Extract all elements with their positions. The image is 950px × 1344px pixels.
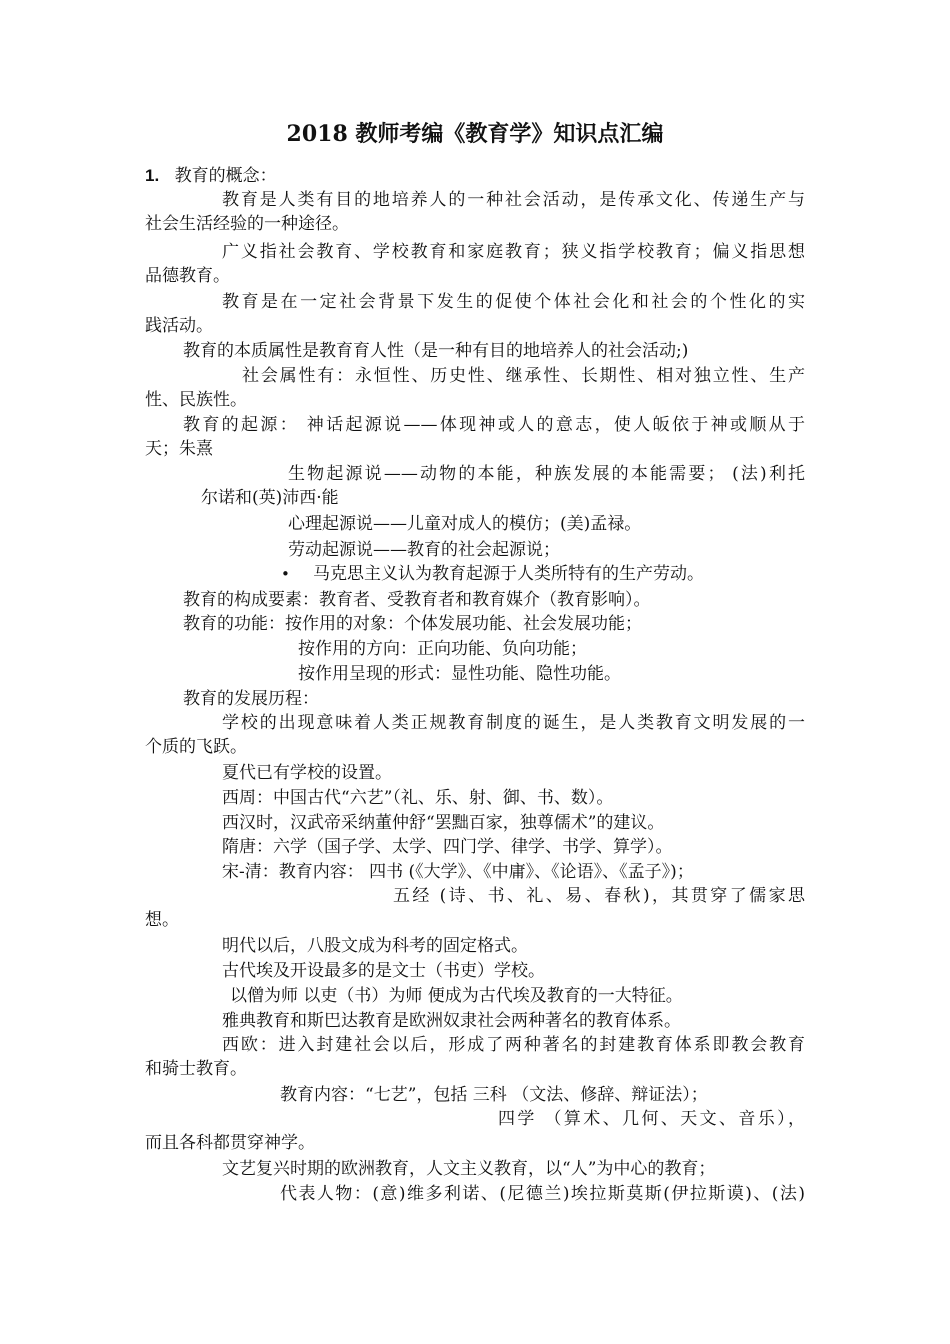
- text-line: 四学 （算术、几何、天文、音乐），: [498, 1109, 805, 1129]
- section-heading: [145, 164, 277, 188]
- text-line: 五经 (诗、书、礼、易、春秋)，其贯穿了儒家思: [393, 886, 805, 906]
- text-line: 西周：中国古代“六艺”（礼、乐、射、御、书、数）。: [222, 788, 614, 808]
- text-line: 西汉时，汉武帝采纳董仲舒“罢黜百家，独尊儒术”的建议。: [222, 813, 665, 833]
- text-line: 广义指社会教育、学校教育和家庭教育；狭义指学校教育；偏义指思想: [222, 242, 805, 262]
- text-line: 宋-清：教育内容： 四书 (《大学》、《中庸》、《论语》、《孟子》)；: [222, 862, 694, 882]
- text-line: 雅典教育和斯巴达教育是欧洲奴隶社会两种著名的教育体系。: [222, 1011, 681, 1031]
- text-line: 品德教育。: [145, 266, 230, 286]
- text-line: 马克思主义认为教育起源于人类所特有的生产劳动。: [313, 564, 704, 584]
- section-heading-text: 教育的概念：: [174, 166, 277, 186]
- text-line: 性、民族性。: [145, 390, 247, 410]
- text-line: 夏代已有学校的设置。: [222, 763, 392, 783]
- text-line: 而且各科都贯穿神学。: [145, 1133, 315, 1153]
- text-line: 隋唐：六学（国子学、太学、四门学、律学、书学、算学）。: [222, 837, 673, 857]
- text-line: 以僧为师 以吏（书）为师 便成为古代埃及教育的一大特征。: [230, 986, 683, 1006]
- text-line: 践活动。: [145, 316, 213, 336]
- text-line: 西欧：进入封建社会以后，形成了两种著名的封建教育体系即教会教育: [222, 1035, 805, 1055]
- text-line: 生物起源说——动物的本能，种族发展的本能需要； (法)利托: [288, 464, 805, 484]
- text-line: 教育的功能：按作用的对象：个体发展功能、社会发展功能；: [183, 614, 642, 634]
- text-line: 个质的飞跃。: [145, 737, 247, 757]
- text-line: 代表人物：(意)维多利诺、(尼德兰)埃拉斯莫斯(伊拉斯谟)、(法): [280, 1184, 805, 1204]
- text-line: 天；朱熹: [145, 439, 213, 459]
- text-line: 文艺复兴时期的欧洲教育，人文主义教育，以“人”为中心的教育；: [222, 1159, 716, 1179]
- text-line: 教育是人类有目的地培养人的一种社会活动，是传承文化、传递生产与: [222, 190, 805, 210]
- text-line: 社会属性有：永恒性、历史性、继承性、长期性、相对独立性、生产: [242, 366, 805, 386]
- text-line: 教育的本质属性是教育育人性（是一种有目的地培养人的社会活动;): [183, 341, 689, 361]
- text-line: 古代埃及开设最多的是文士（书吏）学校。: [222, 961, 545, 981]
- text-line: 想。: [145, 910, 179, 930]
- text-line: 教育内容：“七艺”，包括 三科 （文法、修辞、辩证法）；: [280, 1085, 708, 1105]
- text-line: 教育的起源： 神话起源说——体现神或人的意志，使人皈依于神或顺从于: [183, 415, 805, 435]
- text-line: 社会生活经验的一种途径。: [145, 214, 349, 234]
- bullet-icon: •: [281, 565, 290, 583]
- text-line: 劳动起源说——教育的社会起源说；: [288, 540, 560, 560]
- text-line: 学校的出现意味着人类正规教育制度的诞生，是人类教育文明发展的一: [222, 713, 805, 733]
- text-line: 明代以后，八股文成为科考的固定格式。: [222, 936, 528, 956]
- text-line: 按作用呈现的形式：显性功能、隐性功能。: [298, 664, 621, 684]
- text-line: 和骑士教育。: [145, 1059, 247, 1079]
- text-line: 心理起源说——儿童对成人的模仿；(美)孟禄。: [288, 514, 642, 534]
- text-line: 教育的发展历程：: [183, 689, 319, 709]
- section-number: 1.: [145, 166, 160, 185]
- text-line: 按作用的方向：正向功能、负向功能；: [298, 639, 587, 659]
- document-title: 2018 教师考编《教育学》知识点汇编: [286, 121, 664, 147]
- text-line: 教育的构成要素：教育者、受教育者和教育媒介（教育影响）。: [183, 590, 651, 610]
- text-line: 尔诺和(英)沛西·能: [201, 488, 339, 508]
- text-line: 教育是在一定社会背景下发生的促使个体社会化和社会的个性化的实: [222, 292, 805, 312]
